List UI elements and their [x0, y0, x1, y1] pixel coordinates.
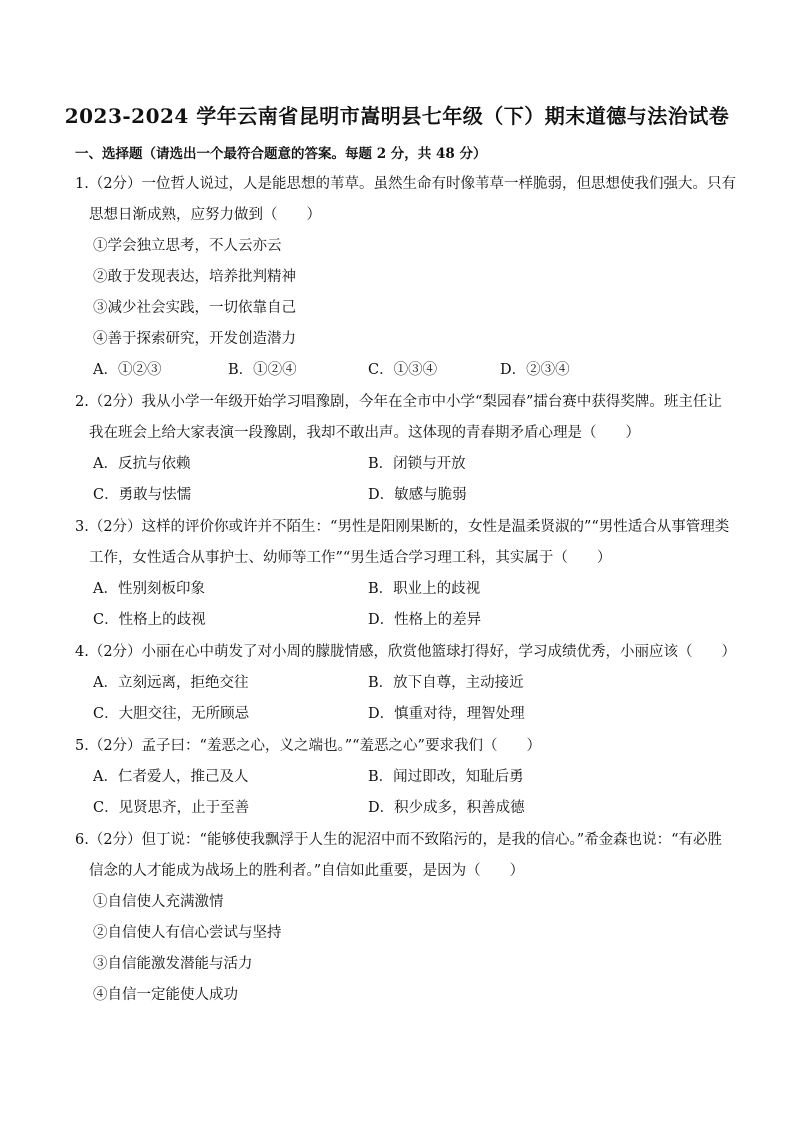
q5-option-d: D．积少成多，积善成德 — [368, 800, 525, 816]
q2-stem-line2: 我在班会上给大家表演一段豫剧，我却不敢出声。这体现的青春期矛盾心理是（ ） — [89, 425, 640, 441]
q2-option-b: B．闭锁与开放 — [368, 456, 466, 472]
q1-option-b: B．①②④ — [228, 362, 297, 378]
q3-option-a: A．性别刻板印象 — [93, 581, 205, 597]
q1-item-2: ②敢于发现表达，培养批判精神 — [93, 269, 296, 285]
q6-item-1: ①自信使人充满激情 — [93, 894, 224, 910]
q3-stem-line1: 3.（2分）这样的评价你或许并不陌生：“男性是阳刚果断的，女性是温柔贤淑的”“男性适合从事管理类 — [75, 519, 730, 535]
q6-stem-line2: 信念的人才能成为战场上的胜利者。”自信如此重要，是因为（ ） — [89, 863, 525, 879]
q6-item-2: ②自信使人有信心尝试与坚持 — [93, 925, 282, 941]
q6-item-4: ④自信一定能使人成功 — [93, 987, 238, 1003]
q6-stem-line1: 6.（2分）但丁说：“能够使我飘浮于人生的泥沼中而不致陷污的，是我的信心。”希金森也说：“有必胜 — [75, 832, 723, 848]
q2-option-a: A．反抗与依赖 — [93, 456, 191, 472]
q6-item-3: ③自信能激发潜能与活力 — [93, 956, 253, 972]
q1-item-3: ③减少社会实践，一切依靠自己 — [93, 300, 296, 316]
exam-title: 2023-2024 学年云南省昆明市嵩明县七年级（下）期末道德与法治试卷 — [64, 104, 730, 128]
q2-option-c: C．勇敢与怯懦 — [93, 487, 192, 503]
q1-option-a: A．①②③ — [93, 362, 162, 378]
q5-option-c: C．见贤思齐，止于至善 — [93, 800, 250, 816]
q1-item-4: ④善于探索研究，开发创造潜力 — [93, 331, 296, 347]
q3-option-b: B．职业上的歧视 — [368, 581, 481, 597]
q2-option-d: D．敏感与脆弱 — [368, 487, 467, 503]
q3-option-c: C．性格上的歧视 — [93, 612, 206, 628]
q4-option-d: D．慎重对待，理智处理 — [368, 706, 525, 722]
q1-stem-line1: 1.（2分）一位哲人说过，人是能思想的苇草。虽然生命有时像苇草一样脆弱，但思想使我们强大。只有 — [75, 176, 737, 192]
q2-stem-line1: 2.（2分）我从小学一年级开始学习唱豫剧，今年在全市中小学“梨园春”擂台赛中获得奖牌。班主任让 — [75, 394, 722, 410]
section-heading: 一、选择题（请选出一个最符合题意的答案。每题 2 分，共 48 分） — [75, 146, 487, 162]
q1-item-1: ①学会独立思考，不人云亦云 — [93, 238, 282, 254]
q1-stem-line2: 思想日渐成熟，应努力做到（ ） — [89, 207, 321, 223]
q5-option-b: B．闻过即改，知耻后勇 — [368, 769, 524, 785]
q5-stem-line1: 5.（2分）孟子曰：“羞恶之心，义之端也。”“羞恶之心”要求我们（ ） — [75, 738, 541, 754]
q4-option-a: A．立刻远离，拒绝交往 — [93, 675, 249, 691]
q1-option-d: D．②③④ — [500, 362, 570, 378]
q4-option-c: C．大胆交往，无所顾忌 — [93, 706, 250, 722]
q4-option-b: B．放下自尊，主动接近 — [368, 675, 524, 691]
q3-stem-line2: 工作，女性适合从事护士、幼师等工作”“男生适合学习理工科，其实属于（ ） — [89, 550, 612, 566]
q1-option-c: C．①③④ — [368, 362, 438, 378]
q4-stem-line1: 4.（2分）小丽在心中萌发了对小周的朦胧情感，欣赏他篮球打得好，学习成绩优秀，小丽应该（ ） — [75, 644, 737, 660]
q5-option-a: A．仁者爱人，推己及人 — [93, 769, 249, 785]
q3-option-d: D．性格上的差异 — [368, 612, 482, 628]
